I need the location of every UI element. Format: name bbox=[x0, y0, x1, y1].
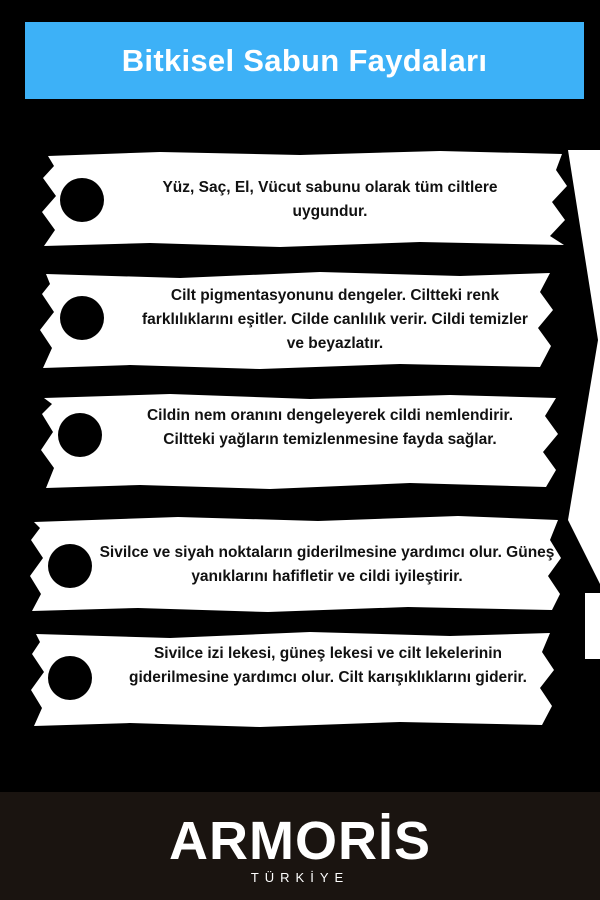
benefit-text: Cilt pigmentasyonunu dengeler. Ciltteki renk farklılıklarını eşitler. Cilde canlılık verir. Cildi temizler ve beyazlatır. bbox=[142, 287, 528, 352]
benefit-text: Cildin nem oranını dengeleyerek cildi nemlendirir. Ciltteki yağların temizlenmesine fayda sağlar. bbox=[146, 407, 514, 448]
benefit-card-4 bbox=[28, 514, 563, 614]
benefit-text: Yüz, Saç, El, Vücut sabunu olarak tüm ciltlere uygundur. bbox=[162, 179, 498, 220]
side-tab bbox=[585, 593, 600, 659]
bullet-dot bbox=[48, 656, 92, 700]
benefit-text: Sivilce ve siyah noktaların giderilmesine yardımcı olur. Güneş yanıklarını hafifletir ve cildi iyileştirir. bbox=[99, 544, 555, 585]
benefit-card-2 bbox=[40, 270, 555, 370]
brand-subtitle: TÜRKİYE bbox=[250, 870, 350, 885]
bullet-dot bbox=[58, 413, 102, 457]
bullet-dot bbox=[60, 296, 104, 340]
bullet-dot bbox=[60, 178, 104, 222]
page-title: Bitkisel Sabun Faydaları bbox=[121, 42, 488, 78]
arrow-decoration bbox=[568, 150, 600, 600]
title-banner bbox=[25, 22, 584, 99]
benefit-card-5 bbox=[30, 630, 555, 728]
bullet-dot bbox=[48, 544, 92, 588]
brand-logo: ARMORİS bbox=[169, 811, 431, 871]
benefit-text: Sivilce izi lekesi, güneş lekesi ve cilt lekelerinin giderilmesine yardımcı olur. Cilt karışıklıklarını giderir. bbox=[129, 645, 527, 686]
benefit-card-1 bbox=[40, 150, 570, 248]
benefit-card-3 bbox=[40, 392, 560, 490]
